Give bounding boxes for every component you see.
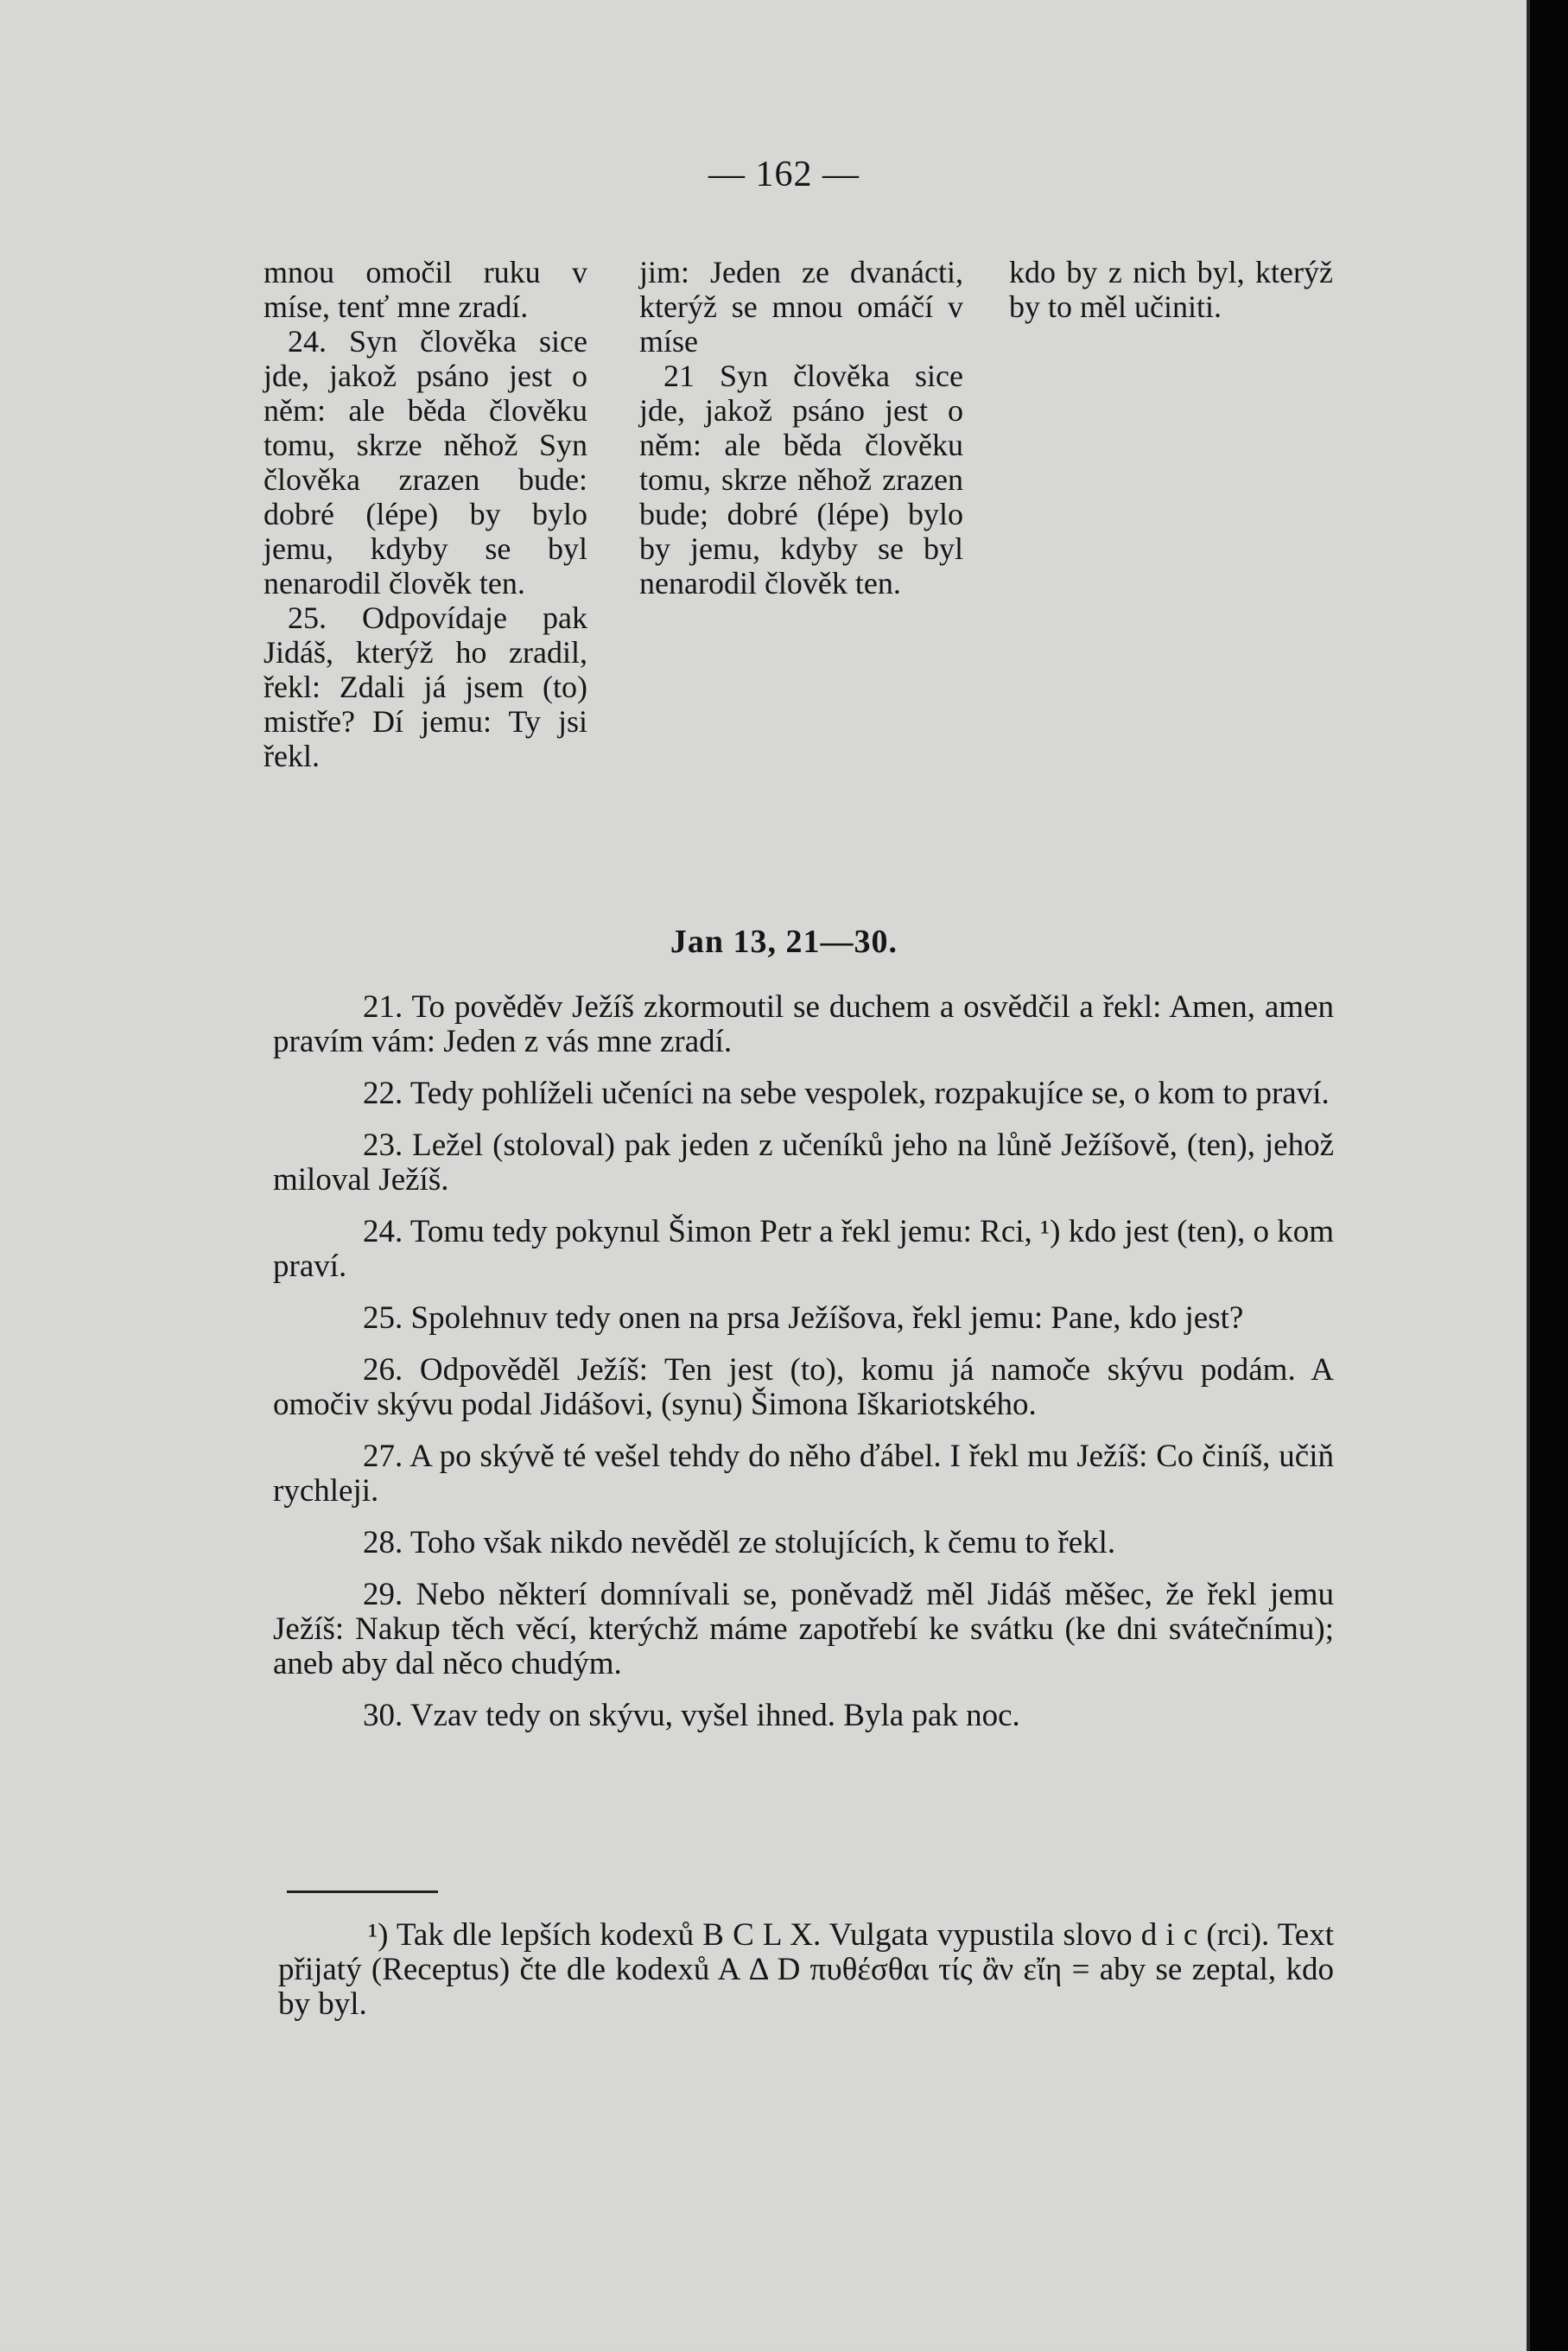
verse: 22. Tedy pohlíželi učeníci na sebe vespolek, rozpakujíce se, o kom to praví. [363,1076,1330,1111]
page-edge [1530,0,1568,2351]
verse: 29. Nebo některí domnívali se, poněvadž měl Jidáš měšec, že řekl jemu Ježíš: Nakup těch věcí, kterýchž máme zapotřebí ke svátku (ke dni svátečnímu); aneb aby dal něco chudým. [273,1577,1334,1681]
column-1-paragraph: 25. Odpovídaje pak Jidáš, kterýž ho zradil, řekl: Zdali já jsem (to) mistře? Dí jemu: Ty jsi řekl. [263,600,587,773]
verse-list [273,990,1334,1751]
spine-line [1527,0,1530,2351]
footnote: ¹) Tak dle lepších kodexů B C L X. Vulgata vypustila slovo d i c (rci). Text přijatý (Receptus) čte dle kodexů A Δ D πυθέσθαι τίς ἂν εἴη = aby se zeptal, kdo by byl. [278,1917,1334,2022]
column-2-paragraph: jim: Jeden ze dvanácti, kterýž se mnou omáčí v míse [639,255,963,359]
page-number: — 162 — [708,155,860,194]
section-heading: Jan 13, 21—30. [670,924,898,960]
verse: 24. Tomu tedy pokynul Šimon Petr a řekl jemu: Rci, ¹) kdo jest (ten), o kom praví. [273,1214,1334,1284]
verse: 21. To pověděv Ježíš zkormoutil se duchem a osvědčil a řekl: Amen, amen pravím vám: Jeden z vás mne zradí. [273,989,1334,1059]
column-3-paragraph: kdo by z nich byl, kterýž by to měl učiniti. [1009,255,1333,324]
column-3 [1009,255,1333,324]
verse: 23. Ležel (stoloval) pak jeden z učeníků jeho na lůně Ježíšově, (ten), jehož miloval Ježíš. [273,1128,1334,1198]
verse: 27. A po skývě té vešel tehdy do něho ďábel. I řekl mu Ježíš: Co činíš, učiň rychleji. [273,1439,1334,1509]
verse: 28. Toho však nikdo nevěděl ze stolujících, k čemu to řekl. [363,1525,1116,1560]
column-2 [639,255,963,600]
verse: 26. Odpověděl Ježíš: Ten jest (to), komu já namoče skývu podám. A omočiv skývu podal Jidášovi, (synu) Šimona Iškariotského. [273,1352,1334,1422]
column-1-paragraph: 24. Syn člověka sice jde, jakož psáno jest o něm: ale běda člověku tomu, skrze něhož Syn člověka zrazen bude: dobré (lépe) by bylo jemu, kdyby se byl nenarodil člověk ten. [263,324,587,600]
column-1-paragraph: mnou omočil ruku v míse, tenť mne zradí. [263,255,587,324]
verse: 30. Vzav tedy on skývu, vyšel ihned. Byla pak noc. [363,1698,1020,1733]
column-2-paragraph: 21 Syn člověka sice jde, jakož psáno jest o něm: ale běda člověku tomu, skrze něhož zrazen bude; dobré (lépe) bylo by jemu, kdyby se byl nenarodil člověk ten. [639,359,963,600]
footnote-rule [287,1890,438,1893]
column-1 [263,255,587,773]
verse: 25. Spolehnuv tedy onen na prsa Ježíšova, řekl jemu: Pane, kdo jest? [363,1300,1244,1336]
